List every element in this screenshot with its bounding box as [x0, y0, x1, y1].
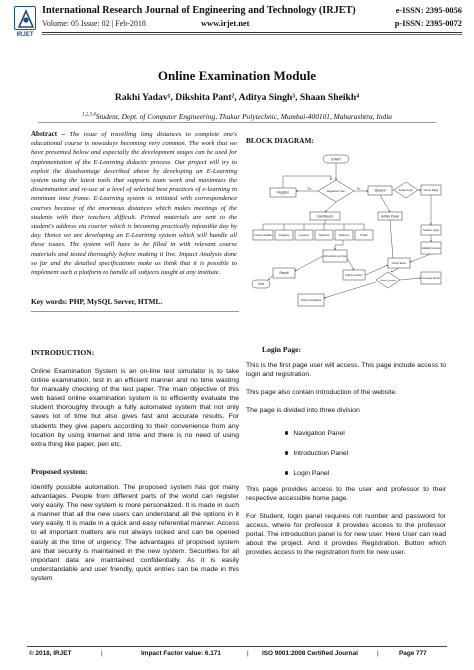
- label-students: Students: [338, 234, 350, 237]
- label-submit-question: Submit Question: [379, 280, 397, 282]
- block-diagram-label: BLOCK DIAGRAM:: [246, 136, 314, 145]
- label-registered-user: Registered User: [326, 190, 346, 193]
- keywords: Key words: PHP, MySQL Server, HTML.: [31, 297, 163, 306]
- label-exit: Exit: [258, 282, 264, 286]
- journal-name: International Research Journal of Engineering and Technology (IRJET): [42, 5, 356, 16]
- logo-mark-icon: [14, 6, 36, 30]
- list-item-label: Introduction Panel: [293, 449, 349, 457]
- label-student-login: Student Login: [398, 190, 414, 192]
- list-item: [285, 463, 348, 483]
- bullet-icon: [285, 451, 288, 454]
- label-submit-answers: Submit Answers: [345, 274, 363, 277]
- list-item: [285, 423, 348, 443]
- label-result: Result: [279, 271, 289, 275]
- label-home: Home Page: [423, 188, 439, 192]
- introduction-text: Online Examination System is an on-line test simulator is to take online examination, test in an efficient manner and no time wasting for manually checking of the test paper. The main objective of this web based online examination system is to efficiently evaluate the student thoroughly through a fully automated system that not only saves lot of time but also gives fast and accurate results. For students they give papers according to their convenience from any location by using internet and time and there is no need of using extra thing like paper, pen etc.: [31, 368, 239, 448]
- footer-rule: [27, 646, 447, 647]
- affiliation-text: Student, Dept. of Computer Engineering, Thakur Polytechnic, Mumbai-400101, Maharashtra, India: [95, 112, 392, 121]
- bullet-icon: [285, 431, 288, 434]
- label-student: Student: [374, 188, 386, 193]
- footer-impact-factor: Impact Factor value: 6.171: [141, 650, 221, 657]
- label-check-exam: Check Exam: [391, 262, 407, 265]
- list-item: [285, 443, 348, 463]
- affiliation-rule: [38, 122, 436, 123]
- author-affiliation: [0, 112, 474, 121]
- label-add-edit: Add/Edit Courses: [421, 247, 441, 250]
- proposed-system-text: Identify possible automation. The proposed system has got many advantages. People from different parts of the world can register very easily. The new system is more personalized. It is made in such a manner that all the new users can understand all the options in it very easily. It is made in a quick and easy referential manner. Access to all important matters are not always locked and can be opened easily at the time of urgency. The advantages of proposed system are that security is maintained in the new system. Securities for all important data are maintained confidentially. As it is easily understandable and user friendly, quick entries can be made in this system: [31, 484, 239, 582]
- label-generate-result: Generate Result: [422, 277, 440, 280]
- label-register: Register: [277, 190, 289, 195]
- keywords-rule: [31, 311, 239, 312]
- abstract-label: Abstract –: [31, 130, 66, 138]
- login-paragraph-1: This is the first page user will access. This page include access to login and registration.: [246, 362, 446, 379]
- footer-iso: ISO 9001:2008 Certified Journal: [262, 650, 358, 657]
- label-lessons: Lessons: [299, 234, 309, 237]
- footer-page-number: Page 777: [399, 650, 427, 657]
- login-paragraph-5: For Student, login panel requires roll number and password for access, where for professor it provides access to the professor portal. The introduction panel is for new user. Here User can read about the project. And it provides Registration. Button which provides access to the registration form for new user.: [246, 513, 446, 557]
- bullet-icon: [285, 471, 288, 474]
- logo-text: IRJET: [16, 32, 34, 38]
- introduction-heading: INTRODUCTION:: [31, 348, 95, 357]
- label-teacher-login: Teacher Login: [422, 229, 440, 232]
- journal-website[interactable]: www.irjet.net: [201, 19, 250, 28]
- journal-header: [12, 5, 462, 45]
- label-profile: Profile: [360, 234, 368, 237]
- label-no: No: [357, 187, 361, 191]
- abstract: [31, 130, 237, 277]
- footer-separator: |: [377, 650, 379, 657]
- block-diagram: [243, 150, 443, 315]
- label-teachers: Teachers: [318, 234, 330, 237]
- footer-copyright: © 2018, IRJET: [29, 650, 72, 657]
- login-paragraph-3: The page is divided into three division: [246, 407, 360, 414]
- affiliation-sup: 1,2,3,4: [82, 112, 96, 118]
- division-list: [285, 423, 348, 483]
- label-course: Course Details: [254, 234, 272, 237]
- label-submit-feedback: Submit Feedback: [300, 299, 322, 302]
- header-rule: [42, 32, 462, 33]
- label-start: START: [330, 157, 342, 162]
- e-issn: e-ISSN: 2395-0056: [395, 6, 462, 15]
- footer-separator: |: [247, 650, 249, 657]
- page-footer: [27, 646, 447, 660]
- footer-separator: |: [101, 650, 103, 657]
- paper-title: Online Examination Module: [157, 68, 317, 83]
- label-category: Category: [278, 234, 290, 237]
- p-issn: p-ISSN: 2395-0072: [394, 19, 462, 28]
- proposed-system-heading: Proposed system:: [31, 467, 88, 476]
- label-admin: Admin Panel: [380, 214, 400, 219]
- volume-issue: Volume: 05 Issue: 02 | Feb-2018: [42, 19, 146, 28]
- label-yes: Yes: [307, 187, 312, 191]
- logo-figure-icon: [15, 7, 37, 31]
- irjet-logo: [12, 5, 38, 41]
- list-item-label: Navigation Panel: [293, 429, 345, 437]
- login-page-heading: Login Page:: [262, 345, 302, 354]
- list-item-label: Login Panel: [293, 469, 330, 477]
- login-paragraph-2: This page also contain Introduction of the website.: [246, 389, 398, 396]
- login-paragraph-4: This page provides access to the user and professor to their respective accessible home page.: [246, 486, 446, 503]
- header-rule-secondary: [42, 34, 462, 35]
- label-online-exam: Online Exam and Quiz: [323, 255, 347, 258]
- abstract-text: The issue of travelling long distances to complete one's educational course is nowadays becoming very common. The work that we have presented below and especially the development stages can be used for implementation of the E-Learning didactic process. Our project will try to exploit the disadvantage described above by developing an E-Learning system using the latest tools that supports team work and maximizes the dissemination and re-use at a level of selected best practices of e-learning in minimum time frame. E-Learning system is initiated with correspondence courses because of the enormous distances which makes meetings of the students with their teachers difficult. Printed materials are sent to the student's address via courier which is becoming practically infeasible day by day. Hence we are developing an E-Learning system which will handle all these issues. The system will have to be filled in with relevant course materials and tested thoroughly before making it live. Impact Analysis done so far and the detailed specifications make us think that it is possible to implement such a platform to handle all subjects taught at any institute.: [31, 131, 237, 277]
- label-dashboard: Dashboard: [317, 214, 333, 219]
- paper-authors: Rakhi Yadav¹, Dikshita Pant², Aditya Singh³, Shaan Sheikh⁴: [114, 92, 360, 103]
